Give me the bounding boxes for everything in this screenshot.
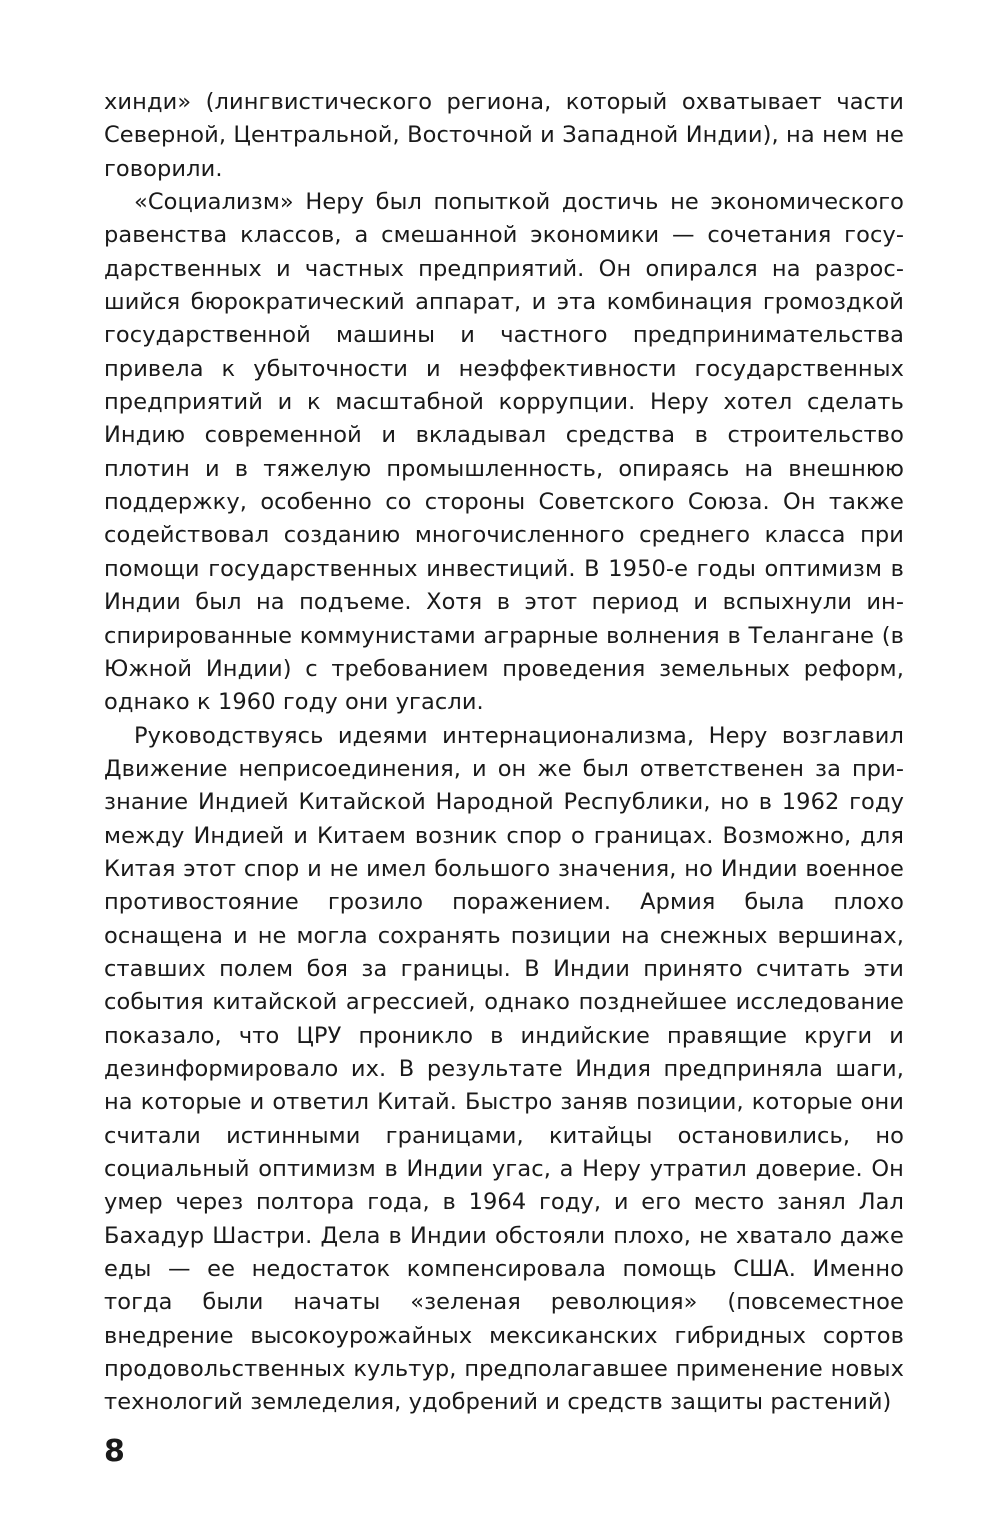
paragraph-continuation: хинди» (лингвистического региона, который охватывает части Северной, Центральной, Восточной и Западной Индии), на нем не говорили. [104,89,904,182]
paragraph-internationalism: Руководствуясь идеями интернационализма, Неру возглавил Движение неприсоединения, и он же был ответственен за признание Индией Китайской Народной Республики, но в 1962 году между Индией и Китаем возник спор о границах. Возможно, для Китая этот спор и не имел большого значения, но Индии военное противостояние грозило поражением. Армия была плохо оснащена и не могла сохранять позиции на снежных вершинах, ставших полем боя за границы. В Индии принято считать эти события китайской агрессией, однако позднейшее исследование показало, что ЦРУ проникло в индийские правящие круги и дезинформировало их. В результате Индия предприняла шаги, на которые и ответил Китай. Быстро заняв позиции, которые они считали истинными границами, китайцы остановились, но социальный оптимизм в Индии угас, а Неру утратил доверие. Он умер через полтора года, в 1964 году, и его место занял Лал Бахадур Шастри. Дела в Индии обстояли плохо, не хватало даже еды — ее недостаток компенсировала помощь США. Именно тогда были начаты «зеленая революция» (повсеместное внедрение высокоурожайных мексиканских гибридных сортов продовольственных культур, предполагавшее применение новых технологий земледелия, удобрений и средств защиты растений) [104,722,904,1416]
page-number: 8 [104,1434,125,1469]
paragraph-socialism: «Социализм» Неру был попыткой достичь не экономического равенства классов, а смешанной экономики — сочетания государственных и частных предприятий. Он опирался на разросшийся бюрократический аппарат, и эта комбинация громоздкой государственной машины и частного предпринимательства привела к убыточности и неэффективности государственных предприятий и к масштабной коррупции. Неру хотел сделать Индию современной и вкладывал средства в строительство плотин и в тяжелую промышленность, опираясь на внешнюю поддержку, особенно со стороны Советского Союза. Он также содействовал созданию многочисленного среднего класса при помощи государственных инвестиций. В 1950-е годы оптимизм в Индии был на подъеме. Хотя в этот период и вспыхнули инспирированные коммунистами аграрные волнения в Телангане (в Южной Индии) с требованием проведения земельных реформ, однако к 1960 году они угасли. [104,189,904,716]
book-page-body [104,86,904,1420]
